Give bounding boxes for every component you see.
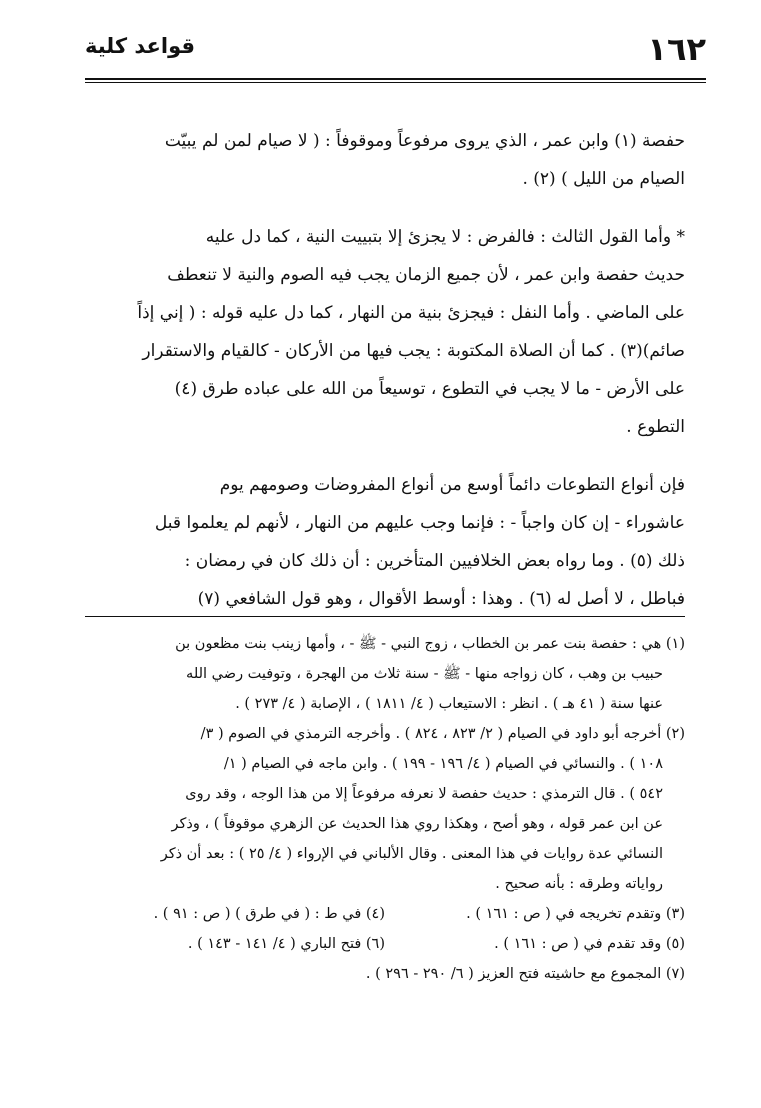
- page-header: [85, 30, 706, 76]
- footnote-5: (٥) وقد تقدم في ( ص : ١٦١ ) .: [494, 936, 685, 952]
- footnote-line: ١٠٨ ) . والنسائي في الصيام ( ٤/ ١٩٦ - ١٩٩ ) . وابن ماجه في الصيام ( ١/: [223, 756, 663, 772]
- text-line: فباطل ، لا أصل له (٦) . وهذا : أوسط الأقوال ، وهو قول الشافعي (٧): [197, 589, 685, 609]
- text-line: التطوع .: [626, 417, 685, 437]
- paragraph-1: [85, 122, 685, 198]
- footnote-row-3-4: [85, 899, 685, 929]
- text-line: حفصة (١) وابن عمر ، الذي يروى مرفوعاً وموقوفاً : ( لا صيام لمن لم يبيّت: [164, 131, 685, 151]
- footnote-line: حبيب بن وهب ، كان زواجه منها - ﷺ - سنة ثلاث من الهجرة ، وتوفيت رضي الله: [186, 666, 663, 682]
- footnote-2: [85, 719, 685, 899]
- text-line: ذلك (٥) . وما رواه بعض الخلافيين المتأخرين : أن ذلك كان في رمضان :: [184, 551, 685, 571]
- book-title: قواعد كلية: [85, 34, 195, 58]
- footnotes-section: [85, 616, 685, 989]
- text-line: * وأما القول الثالث : فالفرض : لا يجزئ إلا بتبييت النية ، كما دل عليه: [205, 227, 685, 247]
- text-line: فإن أنواع التطوعات دائماً أوسع من أنواع المفروضات وصومهم يوم: [219, 475, 685, 495]
- text-line: على الأرض - ما لا يجب في التطوع ، توسيعاً من الله على عباده طرق (٤): [174, 379, 685, 399]
- paragraph-2: [85, 218, 685, 446]
- text-line: عاشوراء - إن كان واجباً - : فإنما وجب عليهم من النهار ، لأنهم لم يعلموا قبل: [154, 513, 685, 533]
- footnote-line: رواياته وطرقه : بأنه صحيح .: [495, 876, 663, 892]
- footnote-line: (٧) المجموع مع حاشيته فتح العزيز ( ٦/ ٢٩٠ - ٢٩٦ ) .: [365, 966, 685, 982]
- footnote-3: (٣) وتقدم تخريجه في ( ص : ١٦١ ) .: [466, 906, 685, 922]
- footnote-6: (٦) فتح الباري ( ٤/ ١٤١ - ١٤٣ ) .: [187, 936, 385, 952]
- footnote-line: ٥٤٢ ) . قال الترمذي : حديث حفصة لا نعرفه مرفوعاً إلا من هذا الوجه ، وقد روى: [185, 786, 663, 802]
- footnote-line: (١) هي : حفصة بنت عمر بن الخطاب ، زوج النبي - ﷺ - ، وأمها زينب بنت مظعون بن: [175, 636, 685, 652]
- main-text: [85, 122, 685, 618]
- footnote-row-5-6: [85, 929, 685, 959]
- text-line: حديث حفصة وابن عمر ، لأن جميع الزمان يجب فيه الصوم والنية لا تنعطف: [167, 265, 685, 285]
- footnote-7: [85, 959, 685, 989]
- footnote-line: عن ابن عمر قوله ، وهو أصح ، وهكذا روي هذا الحديث عن الزهري موقوفاً ) ، وذكر: [171, 816, 663, 832]
- text-line: الصيام من الليل ) (٢) .: [522, 169, 685, 189]
- text-line: على الماضي . وأما النفل : فيجزئ بنية من النهار ، كما دل عليه قوله : ( إني إذاً: [137, 303, 685, 323]
- footnote-line: عنها سنة ( ٤١ هـ ) . انظر : الاستيعاب ( ٤/ ١٨١١ ) ، الإصابة ( ٤/ ٢٧٣ ) .: [235, 696, 663, 712]
- page-number: ١٦٢: [647, 30, 706, 68]
- footnote-line: (٢) أخرجه أبو داود في الصيام ( ٢/ ٨٢٣ ، ٨٢٤ ) . وأخرجه الترمذي في الصوم ( ٣/: [200, 726, 685, 742]
- paragraph-3: [85, 466, 685, 618]
- header-rule: [85, 78, 706, 83]
- footnote-line: النسائي عدة روايات في هذا المعنى . وقال الألباني في الإرواء ( ٤/ ٢٥ ) : بعد أن ذكر: [160, 846, 663, 862]
- footnote-4: (٤) في ط : ( في طرق ) ( ص : ٩١ ) .: [153, 906, 385, 922]
- footnote-1: [85, 629, 685, 719]
- text-line: صائم)(٣) . كما أن الصلاة المكتوبة : يجب فيها من الأركان - كالقيام والاستقرار: [142, 341, 685, 361]
